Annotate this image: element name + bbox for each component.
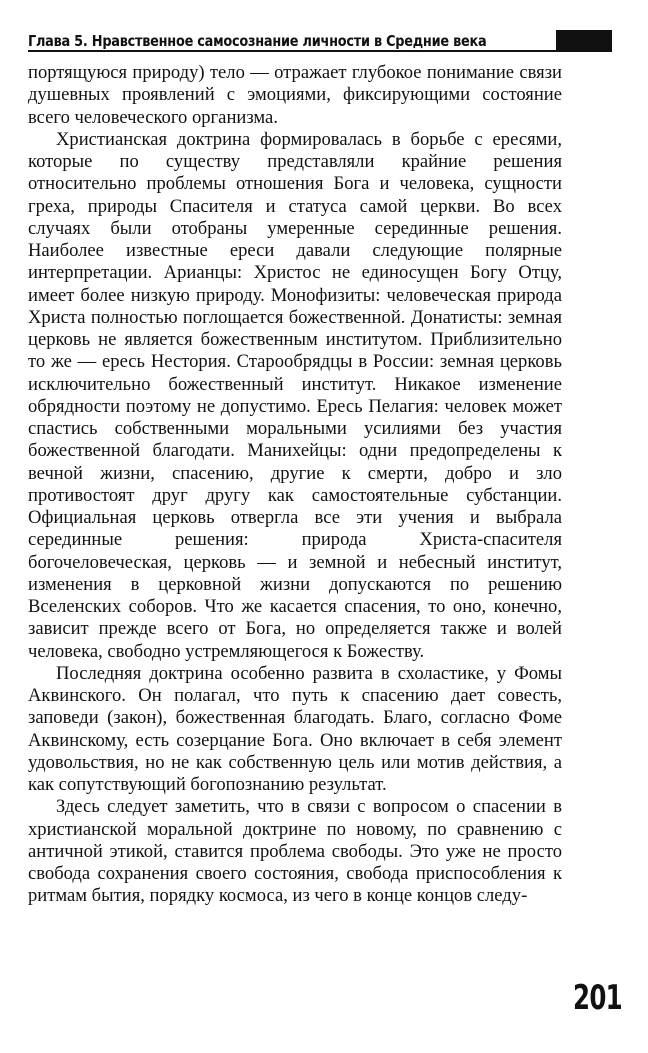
running-title: Глава 5. Нравственное самосознание личности в Средние века [28, 32, 487, 50]
header-black-bar [556, 30, 612, 50]
paragraph-continued: портящуюся природу) тело — отражает глубокое понимание связи душевных проявлений с эмоциями, фиксирующими состояние всего человеческого организма. [28, 62, 562, 128]
body-text [28, 62, 562, 908]
paragraph: Последняя доктрина особенно развита в схоластике, у Фомы Аквинского. Он полагал, что путь к спасению дает совесть, заповеди (закон), божественная благодать. Благо, согласно Фоме Аквинскому, есть созерцание Бога. Оно включает в себя элемент удовольствия, но не как собственную цель или мотив действия, а как сопутствующий богопознанию результат. [28, 662, 562, 795]
running-header [28, 28, 612, 52]
paragraph: Здесь следует заметить, что в связи с вопросом о спасении в христианской моральной доктрине по новому, по сравнению с античной этикой, ставится проблема свободы. Это уже не просто свобода сохранения своего состояния, свобода приспособления к ритмам бытия, порядку космоса, из чего в конце концов следу- [28, 796, 562, 907]
page-number: 201 [573, 978, 622, 1018]
paragraph: Христианская доктрина формировалась в борьбе с ересями, которые по существу представляли крайние решения относительно проблемы отношения Бога и человека, сущности греха, природы Спасителя и статуса самой церкви. Во всех случаях были отобраны умеренные серединные решения. Наиболее известные ереси давали следующие полярные интерпретации. Арианцы: Христос не единосущен Богу Отцу, имеет более низкую природу. Монофизиты: человеческая природа Христа полностью поглощается божественной. Донатисты: земная церковь не является божественным институтом. Приблизительно то же — ересь Нестория. Старообрядцы в России: земная церковь исключительно божественный институт. Никакое изменение обрядности поэтому не допустимо. Ересь Пелагия: человек может спастись собственными моральными усилиями без участия божественной благодати. Манихейцы: одни предопределены к вечной жизни, спасению, другие к смерти, добро и зло противостоят друг другу как самостоятельные субстанции. Официальная церковь отвергла все эти учения и выбрала серединные решения: природа Христа-спасителя богочеловеческая, церковь — и земной и небесный институт, изменения в церковной жизни допускаются по решению Вселенских соборов. Что же касается спасения, то оно, конечно, зависит прежде всего от Бога, но определяется также и волей человека, свободно устремляющегося к Божеству. [28, 128, 562, 662]
